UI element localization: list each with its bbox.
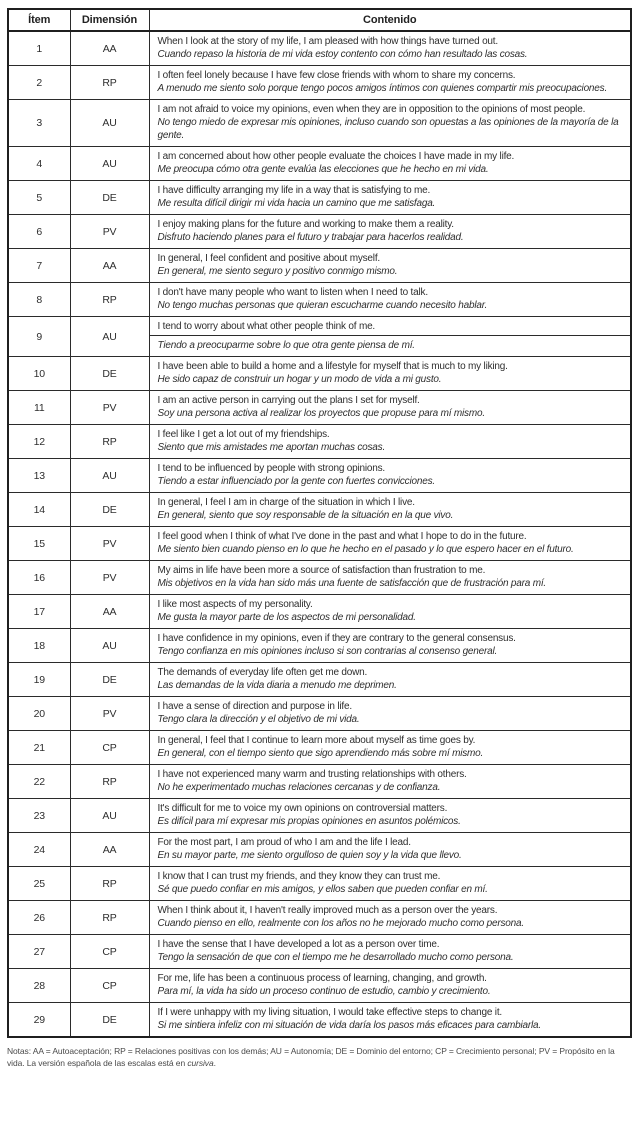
- table-row: [8, 215, 631, 249]
- table-row: [8, 833, 631, 867]
- table-row: [8, 459, 631, 493]
- table-notes: [7, 1045, 632, 1070]
- item-cell: 16: [8, 561, 70, 595]
- item-cell: 5: [8, 181, 70, 215]
- content-spanish: Me resulta difícil dirigir mi vida hacia un camino que me satisfaga.: [157, 198, 436, 209]
- content-spanish: Me preocupa cómo otra gente evalúa las elecciones que he hecho en mi vida.: [157, 164, 489, 175]
- table-row: [8, 425, 631, 459]
- content-cell: [149, 31, 631, 66]
- content-spanish: Si me sintiera infeliz con mi situación de vida daría los pasos más eficaces para cambiarla.: [157, 1020, 541, 1031]
- content-cell: [149, 391, 631, 425]
- item-cell: 20: [8, 697, 70, 731]
- header-row: [8, 9, 631, 31]
- header-dimension: Dimensión: [70, 9, 149, 31]
- table-header: [8, 9, 631, 31]
- content-cell: [149, 147, 631, 181]
- content-english: I am not afraid to voice my opinions, even when they are in opposition to the opinions of most people.: [157, 104, 586, 115]
- content-cell: [149, 425, 631, 459]
- table-row: [8, 765, 631, 799]
- dimension-cell: PV: [70, 215, 149, 249]
- content-cell: [149, 663, 631, 697]
- dimension-cell: CP: [70, 731, 149, 765]
- item-cell: 1: [8, 31, 70, 66]
- item-cell: 23: [8, 799, 70, 833]
- content-cell: [149, 181, 631, 215]
- content-english: I am an active person in carrying out the plans I set for myself.: [157, 395, 420, 406]
- content-english: For me, life has been a continuous process of learning, changing, and growth.: [157, 973, 487, 984]
- content-english: I often feel lonely because I have few close friends with whom to share my concerns.: [157, 70, 516, 81]
- table-row: [8, 561, 631, 595]
- content-cell: [149, 867, 631, 901]
- content-cell: [149, 527, 631, 561]
- table-row: [8, 31, 631, 66]
- dimension-cell: CP: [70, 935, 149, 969]
- table-body: [8, 31, 631, 1037]
- content-spanish: Tengo confianza en mis opiniones incluso si son contrarias al consenso general.: [157, 646, 498, 657]
- table-row: [8, 935, 631, 969]
- content-spanish: Me siento bien cuando pienso en lo que he hecho en el pasado y lo que espero hacer en el futuro.: [157, 544, 574, 555]
- dimension-cell: DE: [70, 1003, 149, 1038]
- content-cell: [149, 215, 631, 249]
- content-english: I have a sense of direction and purpose in life.: [157, 701, 352, 712]
- content-spanish: Tengo la sensación de que con el tiempo me he desarrollado mucho como persona.: [157, 952, 514, 963]
- content-english: I have not experienced many warm and trusting relationships with others.: [157, 769, 467, 780]
- item-cell: 22: [8, 765, 70, 799]
- dimension-cell: CP: [70, 969, 149, 1003]
- content-spanish: En su mayor parte, me siento orgulloso de quien soy y la vida que llevo.: [157, 850, 462, 861]
- table-row: [8, 969, 631, 1003]
- content-spanish: Cuando pienso en ello, realmente con los años no he mejorado mucho como persona.: [157, 918, 524, 929]
- content-english: I feel like I get a lot out of my friendships.: [157, 429, 330, 440]
- content-cell: [149, 799, 631, 833]
- table-row: [8, 901, 631, 935]
- content-spanish: Para mí, la vida ha sido un proceso continuo de estudio, cambio y crecimiento.: [157, 986, 491, 997]
- content-english: When I look at the story of my life, I am pleased with how things have turned out.: [157, 36, 498, 47]
- item-cell: 17: [8, 595, 70, 629]
- header-item: Ítem: [8, 9, 70, 31]
- dimension-cell: AU: [70, 147, 149, 181]
- content-cell: [149, 1003, 631, 1038]
- item-cell: 24: [8, 833, 70, 867]
- item-cell: 2: [8, 66, 70, 100]
- table-row: [8, 663, 631, 697]
- table-row: [8, 357, 631, 391]
- item-cell: 8: [8, 283, 70, 317]
- notes-italic-word: cursiva: [187, 1058, 214, 1069]
- table-row: [8, 391, 631, 425]
- dimension-cell: AU: [70, 799, 149, 833]
- table-row: [8, 181, 631, 215]
- content-english: I like most aspects of my personality.: [157, 599, 313, 610]
- item-cell: 4: [8, 147, 70, 181]
- item-cell: 21: [8, 731, 70, 765]
- content-cell: [149, 357, 631, 391]
- content-spanish: No tengo muchas personas que quieran escucharme cuando necesito hablar.: [157, 300, 488, 311]
- item-cell: 19: [8, 663, 70, 697]
- content-cell: [149, 901, 631, 935]
- header-content: Contenido: [149, 9, 631, 31]
- dimension-cell: DE: [70, 181, 149, 215]
- dimension-cell: AA: [70, 249, 149, 283]
- content-cell: [149, 459, 631, 493]
- content-cell: [149, 100, 631, 147]
- dimension-cell: PV: [70, 391, 149, 425]
- table-row: [8, 283, 631, 317]
- wellbeing-scale-table: [7, 8, 632, 1038]
- item-cell: 3: [8, 100, 70, 147]
- dimension-cell: AA: [70, 31, 149, 66]
- item-cell: 7: [8, 249, 70, 283]
- dimension-cell: RP: [70, 283, 149, 317]
- content-cell: [149, 493, 631, 527]
- table-row: [8, 317, 631, 357]
- item-cell: 15: [8, 527, 70, 561]
- content-english: I enjoy making plans for the future and working to make them a reality.: [157, 219, 454, 230]
- content-spanish: En general, con el tiempo siento que sigo aprendiendo más sobre mí mismo.: [157, 748, 484, 759]
- content-english: I tend to be influenced by people with strong opinions.: [157, 463, 385, 474]
- content-spanish: No he experimentado muchas relaciones cercanas y de confianza.: [157, 782, 441, 793]
- content-english: I am concerned about how other people evaluate the choices I have made in my life.: [157, 151, 515, 162]
- content-english: When I think about it, I haven't really improved much as a person over the years.: [157, 905, 498, 916]
- dimension-cell: DE: [70, 357, 149, 391]
- content-spanish: Cuando repaso la historia de mi vida estoy contento con cómo han resultado las cosas.: [157, 49, 528, 60]
- content-spanish: Sé que puedo confiar en mis amigos, y ellos saben que pueden confiar en mí.: [157, 884, 488, 895]
- item-cell: 27: [8, 935, 70, 969]
- content-cell: [149, 595, 631, 629]
- item-cell: 6: [8, 215, 70, 249]
- content-english: I have been able to build a home and a lifestyle for myself that is much to my liking.: [157, 361, 508, 372]
- content-english: In general, I feel that I continue to learn more about myself as time goes by.: [157, 735, 476, 746]
- dimension-cell: PV: [70, 527, 149, 561]
- dimension-cell: RP: [70, 425, 149, 459]
- dimension-cell: AU: [70, 629, 149, 663]
- dimension-cell: AU: [70, 100, 149, 147]
- table-row: [8, 1003, 631, 1038]
- item-cell: 28: [8, 969, 70, 1003]
- notes-text: Notas: AA = Autoaceptación; RP = Relaciones positivas con los demás; AU = Autonomía; DE = Dominio del entorno; CP = Crecimiento personal; PV = Propósito en la vida. La versión española de las escalas está en: [7, 1046, 615, 1069]
- table-row: [8, 249, 631, 283]
- content-spanish: Disfruto haciendo planes para el futuro y trabajar para hacerlos realidad.: [157, 232, 464, 243]
- content-cell: [149, 317, 631, 357]
- content-spanish: Soy una persona activa al realizar los proyectos que propuse para mí mismo.: [157, 408, 485, 419]
- table-row: [8, 493, 631, 527]
- content-english: I have the sense that I have developed a lot as a person over time.: [157, 939, 440, 950]
- dimension-cell: AA: [70, 595, 149, 629]
- dimension-cell: DE: [70, 663, 149, 697]
- content-cell: [149, 283, 631, 317]
- table-row: [8, 595, 631, 629]
- dimension-cell: PV: [70, 697, 149, 731]
- table-row: [8, 799, 631, 833]
- content-spanish: A menudo me siento solo porque tengo pocos amigos íntimos con quienes compartir mis preocupaciones.: [157, 83, 608, 94]
- item-cell: 9: [8, 317, 70, 357]
- content-english: I have confidence in my opinions, even if they are contrary to the general consensus.: [157, 633, 516, 644]
- content-english: In general, I feel confident and positive about myself.: [157, 253, 380, 264]
- content-cell: [149, 765, 631, 799]
- content-spanish: Tiendo a preocuparme sobre lo que otra gente piensa de mí.: [150, 335, 631, 352]
- content-cell: [149, 561, 631, 595]
- content-english: If I were unhappy with my living situation, I would take effective steps to change it.: [157, 1007, 502, 1018]
- content-english: For the most part, I am proud of who I am and the life I lead.: [157, 837, 411, 848]
- table-row: [8, 697, 631, 731]
- content-english: My aims in life have been more a source of satisfaction than frustration to me.: [157, 565, 486, 576]
- content-cell: [149, 66, 631, 100]
- content-english: I tend to worry about what other people think of me.: [157, 321, 376, 332]
- content-spanish: Tengo clara la dirección y el objetivo de mi vida.: [157, 714, 360, 725]
- item-cell: 25: [8, 867, 70, 901]
- content-spanish: En general, me siento seguro y positivo conmigo mismo.: [157, 266, 398, 277]
- item-cell: 10: [8, 357, 70, 391]
- content-english: It's difficult for me to voice my own opinions on controversial matters.: [157, 803, 448, 814]
- table-row: [8, 527, 631, 561]
- content-cell: [149, 731, 631, 765]
- dimension-cell: DE: [70, 493, 149, 527]
- dimension-cell: RP: [70, 901, 149, 935]
- content-cell: [149, 935, 631, 969]
- item-cell: 12: [8, 425, 70, 459]
- item-cell: 13: [8, 459, 70, 493]
- content-spanish: Siento que mis amistades me aportan muchas cosas.: [157, 442, 386, 453]
- content-english: I have difficulty arranging my life in a way that is satisfying to me.: [157, 185, 431, 196]
- content-spanish: No tengo miedo de expresar mis opiniones, incluso cuando son opuestas a las opiniones de la mayoría de la gente.: [157, 117, 619, 141]
- table-row: [8, 66, 631, 100]
- dimension-cell: AU: [70, 459, 149, 493]
- notes-suffix: .: [213, 1058, 216, 1069]
- item-cell: 29: [8, 1003, 70, 1038]
- dimension-cell: RP: [70, 66, 149, 100]
- table-row: [8, 147, 631, 181]
- content-english: I know that I can trust my friends, and they know they can trust me.: [157, 871, 441, 882]
- content-cell: [149, 697, 631, 731]
- dimension-cell: PV: [70, 561, 149, 595]
- dimension-cell: RP: [70, 867, 149, 901]
- item-cell: 18: [8, 629, 70, 663]
- table-row: [8, 629, 631, 663]
- table-row: [8, 731, 631, 765]
- dimension-cell: AA: [70, 833, 149, 867]
- content-english: I feel good when I think of what I've done in the past and what I hope to do in the future.: [157, 531, 527, 542]
- item-cell: 14: [8, 493, 70, 527]
- dimension-cell: AU: [70, 317, 149, 357]
- table-row: [8, 100, 631, 147]
- item-cell: 26: [8, 901, 70, 935]
- content-english: I don't have many people who want to listen when I need to talk.: [157, 287, 428, 298]
- item-cell: 11: [8, 391, 70, 425]
- content-spanish: Mis objetivos en la vida han sido más una fuente de satisfacción que de frustración para mí.: [157, 578, 546, 589]
- content-spanish: Es difícil para mí expresar mis propias opiniones en asuntos polémicos.: [157, 816, 461, 827]
- content-english: In general, I feel I am in charge of the situation in which I live.: [157, 497, 415, 508]
- content-cell: [149, 249, 631, 283]
- content-cell: [149, 969, 631, 1003]
- content-spanish: Me gusta la mayor parte de los aspectos de mi personalidad.: [157, 612, 416, 623]
- content-spanish: Tiendo a estar influenciado por la gente con fuertes convicciones.: [157, 476, 435, 487]
- content-spanish: En general, siento que soy responsable de la situación en la que vivo.: [157, 510, 454, 521]
- content-english: The demands of everyday life often get me down.: [157, 667, 368, 678]
- content-spanish: He sido capaz de construir un hogar y un modo de vida a mi gusto.: [157, 374, 442, 385]
- content-cell: [149, 629, 631, 663]
- content-cell: [149, 833, 631, 867]
- dimension-cell: RP: [70, 765, 149, 799]
- table-row: [8, 867, 631, 901]
- content-spanish: Las demandas de la vida diaria a menudo me deprimen.: [157, 680, 397, 691]
